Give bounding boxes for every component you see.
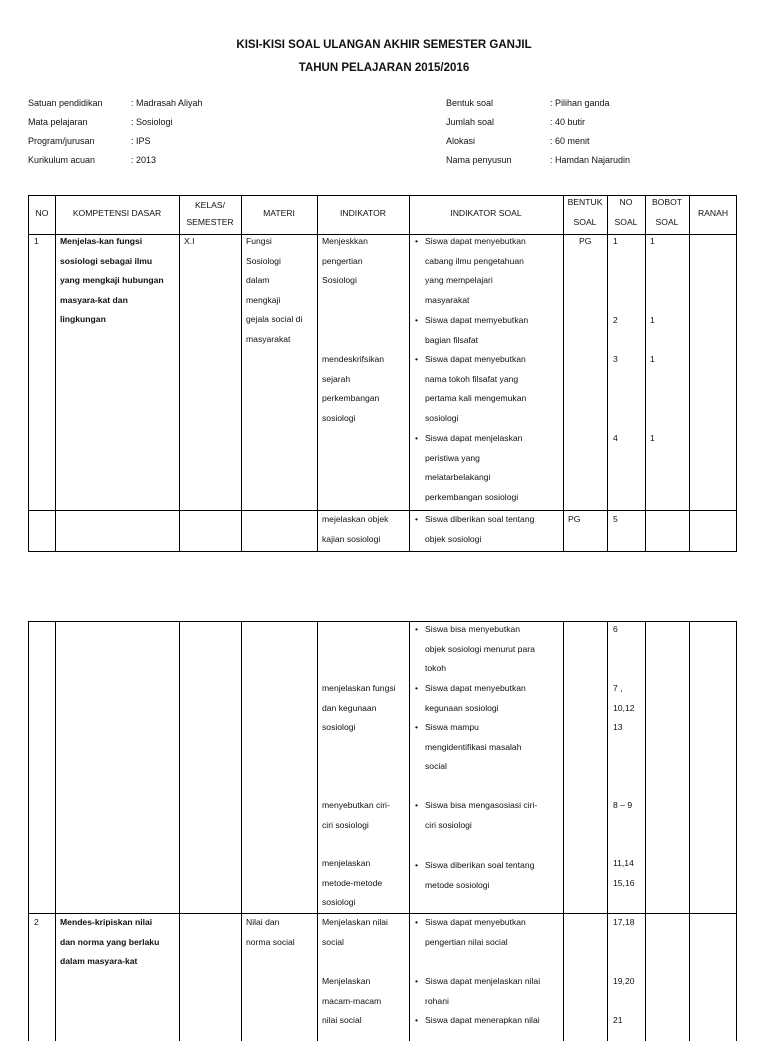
no-soal-cell: 19,20 — [613, 976, 635, 986]
indikator-soal-item: • Siswa diberikan soal tentang objek sosiologi — [415, 510, 534, 549]
header-no-soal: NO — [619, 197, 633, 207]
header-no: NO — [35, 208, 49, 218]
indikator-soal-item: • Siswa dapat menyebutkan kegunaan sosiologi — [415, 679, 526, 718]
kompetensi-dasar-cell: Menjelas-kan fungsi sosiologi sebagai ilmu yang mengkaji hubungan masyara-kat dan lingkungan — [60, 236, 164, 325]
info-label: Program/jurusan — [28, 136, 95, 146]
indikator-soal-item: • Siswa dapat menjelaskan peristiwa yang melatarbelakangi perkembangan sosiologi — [415, 429, 522, 507]
info-label: Bentuk soal — [446, 98, 494, 108]
no-soal-cell: 11,14 15,16 — [613, 858, 635, 888]
header-no-soal-2: SOAL — [614, 217, 638, 227]
info-value: : Sosiologi — [131, 117, 173, 127]
indikator-cell: Menjeskkan pengertian Sosiologi — [322, 236, 368, 286]
indikator-soal-item: • Siswa diberikan soal tentang metode sosiologi — [415, 856, 534, 895]
info-value: : Pilihan ganda — [550, 98, 610, 108]
no-soal-cell: 7 , 10,12 13 — [613, 683, 635, 733]
materi-cell: Nilai dan norma social — [246, 917, 295, 947]
kelas-cell: X.I — [184, 236, 195, 246]
no-soal-cell: 4 — [613, 433, 618, 443]
bentuk-soal-cell: PG — [579, 236, 592, 246]
no-soal-cell: 1 — [613, 236, 618, 246]
info-label: Mata pelajaran — [28, 117, 88, 127]
indikator-soal-item: • Siswa bisa mengasosiasi ciri- ciri sosiologi — [415, 796, 537, 835]
info-value: : 40 butir — [550, 117, 586, 127]
kisi-kisi-table-1 — [28, 195, 737, 552]
indikator-soal-item: • Siswa dapat menerapkan nilai — [415, 1011, 540, 1031]
indikator-soal-item: • Siswa dapat menyebutkan cabang ilmu pengetahuan yang mempelajari masyarakat — [415, 232, 526, 310]
info-value: : 60 menit — [550, 136, 590, 146]
header-semester: SEMESTER — [186, 217, 234, 227]
no-soal-cell: 5 — [613, 514, 618, 524]
bobot-soal-cell: 1 — [650, 236, 655, 246]
info-value: : 2013 — [131, 155, 157, 165]
info-value: : IPS — [131, 136, 151, 146]
no-soal-cell: 3 — [613, 354, 618, 364]
header-bobot: BOBOT — [651, 197, 683, 207]
info-right — [446, 98, 736, 178]
indikator-soal-item: • Siswa dapat memyebutkan bagian filsafat — [415, 311, 528, 350]
indikator-soal-item: • Siswa dapat menjelaskan nilai rohani — [415, 972, 540, 1011]
info-label: Nama penyusun — [446, 155, 512, 165]
header-bentuk-soal: SOAL — [573, 217, 597, 227]
kompetensi-dasar-cell: Mendes-kripiskan nilai dan norma yang berlaku dalam masyara-kat — [60, 917, 160, 967]
kisi-kisi-table-2 — [28, 621, 737, 1041]
indikator-cell: menyebutkan ciri- ciri sosiologi — [322, 800, 390, 830]
info-label: Satuan pendidikan — [28, 98, 103, 108]
indikator-cell: menjelaskan fungsi dan kegunaan sosiologi — [322, 683, 396, 733]
info-label: Kurikulum acuan — [28, 155, 96, 165]
materi-cell: Fungsi Sosiologi dalam mengkaji gejala social di masyarakat — [246, 236, 303, 344]
bentuk-soal-cell: PG — [568, 514, 581, 524]
header-indikator-soal: INDIKATOR SOAL — [450, 208, 522, 218]
no-soal-cell: 6 — [613, 624, 618, 634]
no-soal-cell: 21 — [613, 1015, 623, 1025]
indikator-cell: mejelaskan objek kajian sosiologi — [322, 514, 389, 544]
no-soal-cell: 8 – 9 — [613, 800, 633, 810]
row-number: 2 — [34, 917, 39, 927]
header-materi: MATERI — [263, 208, 295, 218]
no-soal-cell: 17,18 — [613, 917, 635, 927]
info-value: : Madrasah Aliyah — [131, 98, 203, 108]
indikator-soal-item: • Siswa dapat menyebutkan nama tokoh filsafat yang pertama kali mengemukan sosiologi — [415, 350, 526, 428]
bobot-soal-cell: 1 — [650, 315, 655, 325]
indikator-soal-item: • Siswa dapat menyebutkan pengertian nilai social — [415, 913, 526, 952]
indikator-soal-item: • Siswa mampu mengidentifikasi masalah social — [415, 718, 522, 777]
header-ranah: RANAH — [697, 208, 729, 218]
header-kompetensi-dasar: KOMPETENSI DASAR — [72, 208, 162, 218]
header-indikator: INDIKATOR — [340, 208, 386, 218]
header-kelas: KELAS/ — [194, 200, 226, 210]
indikator-soal-item: • Siswa bisa menyebutkan objek sosiologi menurut para tokoh — [415, 620, 535, 679]
indikator-cell: Menjelaskan nilai social — [322, 917, 388, 947]
indikator-cell: menjelaskan metode-metode sosiologi — [322, 858, 383, 908]
document-subtitle: TAHUN PELAJARAN 2015/2016 — [298, 62, 470, 74]
info-label: Alokasi — [446, 136, 476, 146]
bobot-soal-cell: 1 — [650, 354, 655, 364]
document-title: KISI-KISI SOAL ULANGAN AKHIR SEMESTER GANJIL — [236, 39, 532, 51]
bobot-soal-cell: 1 — [650, 433, 655, 443]
indikator-cell: Menjelaskan macam-macam nilai social — [322, 976, 382, 1026]
info-label: Jumlah soal — [446, 117, 495, 127]
info-value: : Hamdan Najarudin — [550, 155, 631, 165]
info-left — [28, 98, 388, 178]
indikator-cell: mendeskrifsikan sejarah perkembangan sosiologi — [322, 354, 385, 423]
row-number: 1 — [34, 236, 39, 246]
no-soal-cell: 2 — [613, 315, 618, 325]
header-bobot-soal: SOAL — [655, 217, 679, 227]
header-bentuk: BENTUK — [567, 197, 603, 207]
